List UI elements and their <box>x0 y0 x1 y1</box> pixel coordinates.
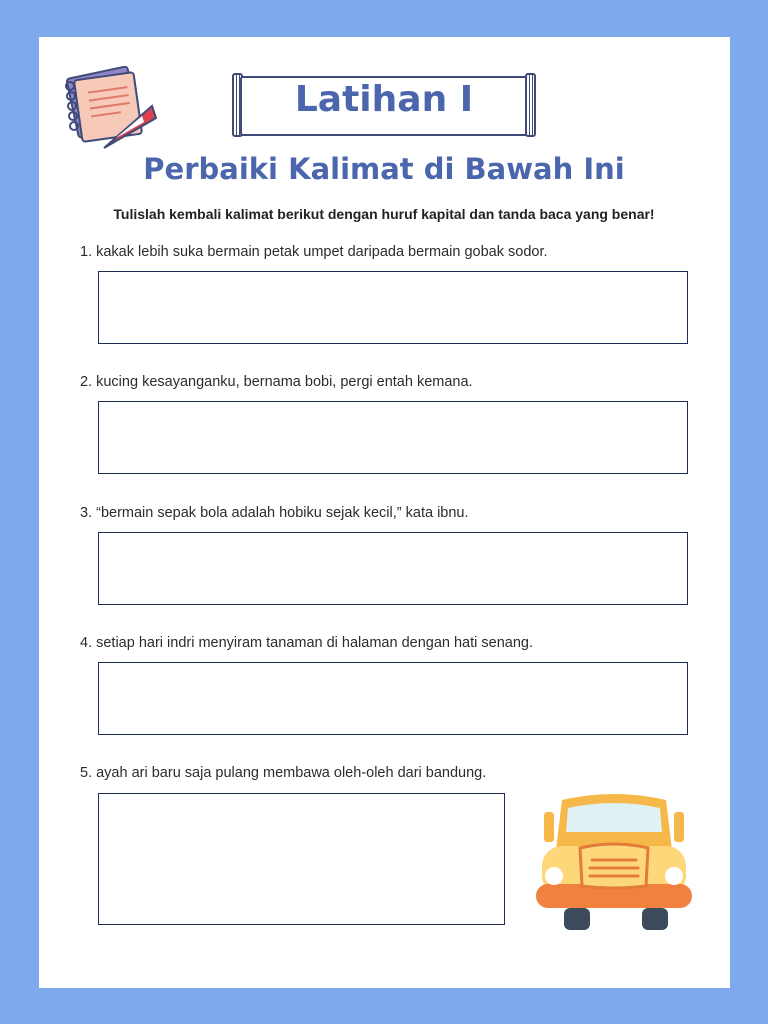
question-1: 1. kakak lebih suka bermain petak umpet daripada bermain gobak sodor. <box>80 244 548 260</box>
title-banner <box>232 73 536 137</box>
answer-box-1[interactable] <box>98 271 688 344</box>
instruction-text: Tulislah kembali kalimat berikut dengan huruf kapital dan tanda baca yang benar! <box>113 206 655 222</box>
question-4: 4. setiap hari indri menyiram tanaman di halaman dengan hati senang. <box>80 635 533 651</box>
notebook-ruler-icon <box>60 66 158 154</box>
answer-box-2[interactable] <box>98 401 688 474</box>
page-subtitle: Perbaiki Kalimat di Bawah Ini <box>143 152 625 186</box>
answer-box-3[interactable] <box>98 532 688 605</box>
question-2: 2. kucing kesayanganku, bernama bobi, pergi entah kemana. <box>80 374 473 390</box>
bus-icon <box>534 790 694 932</box>
question-3: 3. “bermain sepak bola adalah hobiku sejak kecil,” kata ibnu. <box>80 505 469 521</box>
answer-box-4[interactable] <box>98 662 688 735</box>
question-5: 5. ayah ari baru saja pulang membawa oleh-oleh dari bandung. <box>80 765 487 781</box>
page-title: Latihan I <box>294 79 474 120</box>
answer-box-5[interactable] <box>98 793 505 925</box>
